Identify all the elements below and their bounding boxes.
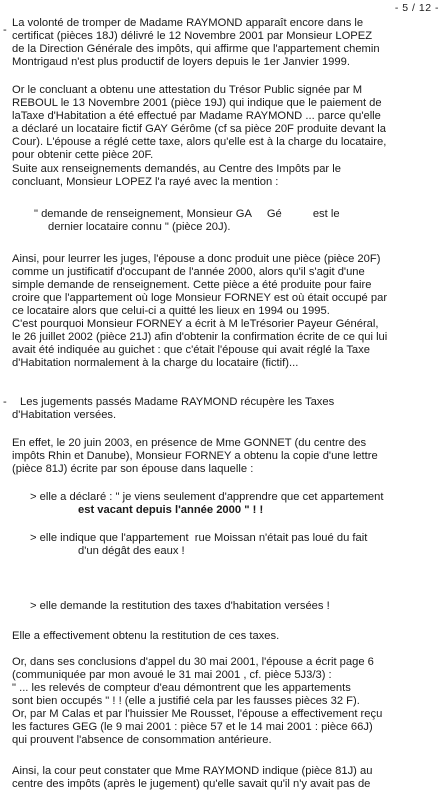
bullet-dash: - xyxy=(3,24,7,36)
line: Suite aux renseignements demandés, au Centre des Impôts par le xyxy=(12,163,341,175)
line: laTaxe d'Habitation a été effectué par Madame RAYMOND ... parce qu'elle xyxy=(12,110,381,122)
line: Elle a effectivement obtenu la restitution de ces taxes. xyxy=(12,630,280,642)
line: d'Habitation normalement à la charge du locataire (fictif)... xyxy=(12,357,299,369)
line: (pièce 81J) écrite par son épouse dans laquelle : xyxy=(12,463,254,475)
line: Ainsi, la cour peut constater que Mme RAYMOND indique (pièce 81J) au xyxy=(12,765,373,777)
line: C'est pourquoi Monsieur FORNEY a écrit à M leTrésorier Payeur Général, xyxy=(12,318,379,330)
line: ce locataire alors que celui-ci a quitté les lieux en 1994 ou 1995. xyxy=(12,305,330,317)
line: > elle a déclaré : " je viens seulement d'apprendre que cet appartement xyxy=(30,491,384,503)
line: En effet, le 20 juin 2003, en présence de Mme GONNET (du centre des xyxy=(12,437,367,449)
line: Or, par M Calas et par l'huissier Me Rousset, l'épouse a effectivement reçu xyxy=(12,708,383,720)
line: avait été indiquée au guichet : que c'était l'épouse qui avait réglé la Taxe xyxy=(12,344,370,356)
line: pour obtenir cette pièce 20F. xyxy=(12,149,154,161)
line: La volonté de tromper de Madame RAYMOND apparaît encore dans le xyxy=(12,17,364,29)
page-number: - 5 / 12 - xyxy=(394,2,439,14)
line: " ... les relevés de compteur d'eau démontrent que les appartements xyxy=(12,682,351,694)
line: Ainsi, pour leurrer les juges, l'épouse a donc produit une pièce (pièce 20F) xyxy=(12,253,381,265)
line: qui prouvent l'absence de consommation antérieure. xyxy=(12,734,272,746)
line: impôts Rhin et Danube), Monsieur FORNEY a obtenu la copie d'une lettre xyxy=(12,450,378,462)
line: (communiquée par mon avoué le 31 mai 2001 , cf. pièce 5J3/3) : xyxy=(12,669,332,681)
line: centre des impôts (après le jugement) qu'elle savait qu'il n'y avait pas de xyxy=(12,778,371,790)
line: certificat (pièces 18J) délivré le 12 Novembre 2001 par Monsieur LOPEZ xyxy=(12,30,373,42)
line: Cour). L'épouse a réglé cette taxe, alors qu'elle est à la charge du locataire, xyxy=(12,136,387,148)
line: le 26 juillet 2002 (pièce 21J) afin d'obtenir la confirmation écrite de ce qui lui xyxy=(12,331,388,343)
line: Montrigaud n'est plus productif de loyers depuis le 1er Janvier 1999. xyxy=(12,56,350,68)
line: Les jugements passés Madame RAYMOND récupère les Taxes xyxy=(20,396,335,408)
line: Or le concluant a obtenu une attestation du Trésor Public signée par M xyxy=(12,84,363,96)
line: les factures GEG (le 9 mai 2001 : pièce 57 et le 14 mai 2001 : pièce 66J) xyxy=(12,721,373,733)
line: d'Habitation versées. xyxy=(12,409,117,421)
line: " demande de renseignement, Monsieur GA Gé est le xyxy=(34,208,340,220)
line: concluant, Monsieur LOPEZ l'a rayé avec la mention : xyxy=(12,176,279,188)
line: comme un justificatif d'occupant de l'année 2000, alors qu'il s'agit d'une xyxy=(12,266,365,278)
line: croire que l'appartement où loge Monsieur FORNEY est où était occupé par xyxy=(12,292,388,304)
line: REBOUL le 13 Novembre 2001 (pièce 19J) qui indique que le paiement de xyxy=(12,97,382,109)
line: dernier locataire connu " (pièce 20J). xyxy=(48,221,231,233)
line: Or, dans ses conclusions d'appel du 30 mai 2001, l'épouse a écrit page 6 xyxy=(12,656,374,668)
line: a déclaré un locataire fictif GAY Gérôme (cf sa pièce 20F produite devant la xyxy=(12,123,386,135)
line: de la Direction Générale des impôts, qui affirme que l'appartement chemin xyxy=(12,43,380,55)
line: > elle demande la restitution des taxes d'habitation versées ! xyxy=(30,600,330,612)
bullet-dash: - xyxy=(3,396,7,408)
line: sont bien occupés " ! ! (elle a justifié cela par les fausses pièces 32 F). xyxy=(12,695,360,707)
line: est vacant depuis l'année 2000 " ! ! xyxy=(78,504,264,516)
line: d'un dégât des eaux ! xyxy=(78,545,185,557)
line: simple demande de renseignement. Cette pièce a été produite pour faire xyxy=(12,279,372,291)
line: > elle indique que l'appartement rue Moissan n'était pas loué du fait xyxy=(30,532,368,544)
